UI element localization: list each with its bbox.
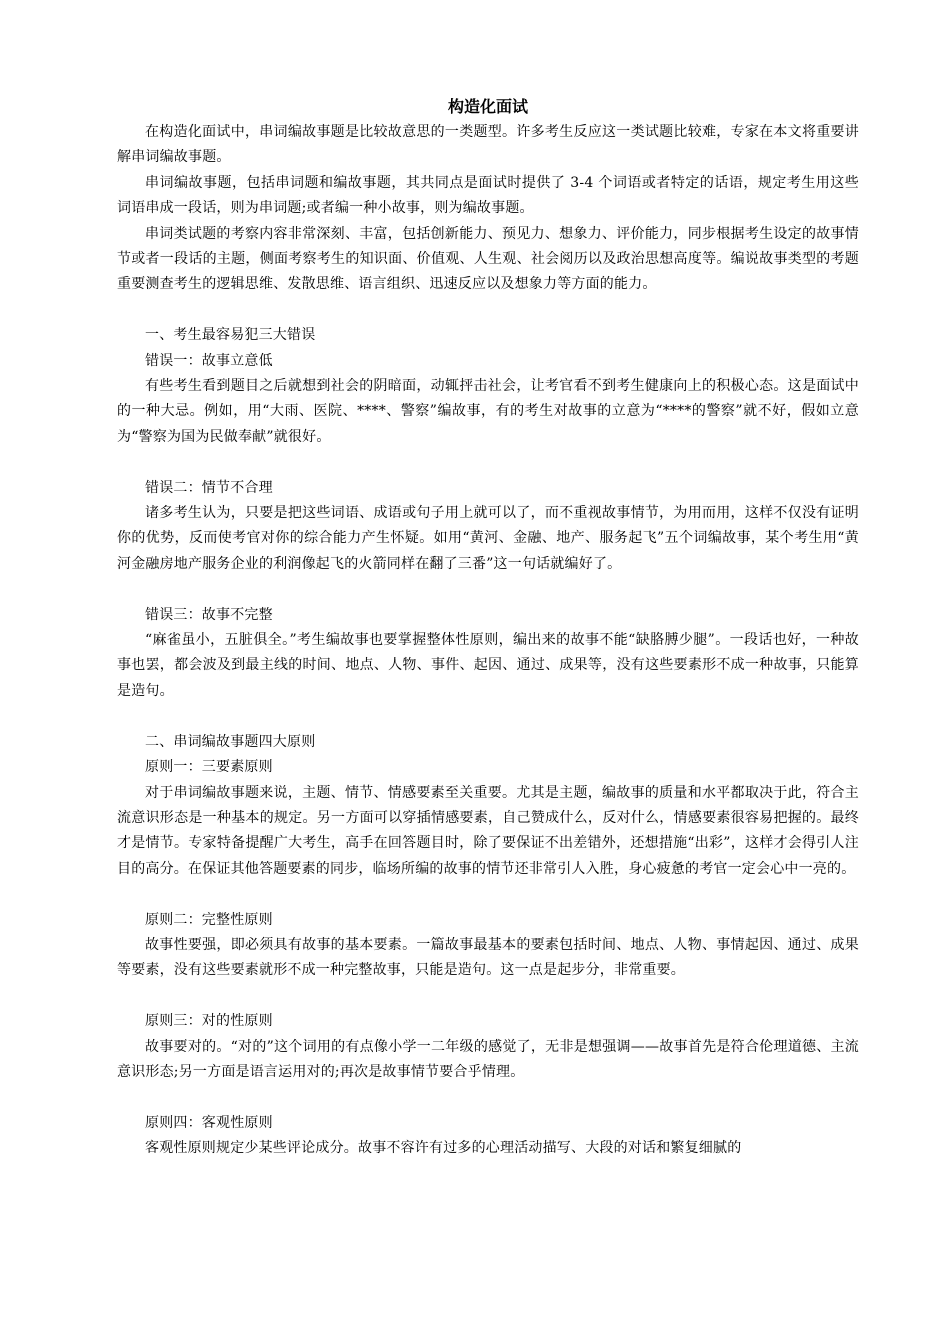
- paragraph: 一、考生最容易犯三大错误: [145, 327, 316, 344]
- paragraph: 有些考生看到题目之后就想到社会的阴暗面，动辄抨击社会，让考官看不到考生健康向上的积极心态。这是面试中的一种大忌。例如，用“大雨、医院、****、警察”编故事，有的考生对故事的立意为“****的警察”就不好，假如立意为“警察为国为民做奉献”就很好。: [117, 378, 859, 445]
- blank-line: [117, 984, 859, 1009]
- paragraph: 二、串词编故事题四大原则: [145, 733, 316, 750]
- blank-line: [117, 882, 859, 907]
- paragraph: 原则二：完整性原则: [145, 911, 273, 928]
- paragraph: 原则一：三要素原则: [145, 759, 273, 776]
- paragraph: 串词编故事题，包括串词题和编故事题，其共同点是面试时提供了 3-4 个词语或者特定的话语，规定考生用这些词语串成一段话，则为串词题;或者编一种小故事，则为编故事题。: [117, 174, 859, 217]
- paragraph: 错误一：故事立意低: [145, 352, 273, 369]
- paragraph: 串词类试题的考察内容非常深刻、丰富，包括创新能力、预见力、想象力、评价能力，同步根据考生设定的故事情节或者一段话的主题，侧面考察考生的知识面、价值观、人生观、社会阅历以及政治思想高度等。编说故事类型的考题重要测查考生的逻辑思维、发散思维、语言组织、迅速反应以及想象力等方面的能力。: [117, 225, 859, 293]
- document-body: [117, 94, 859, 1162]
- paragraph: 错误三：故事不完整: [145, 606, 273, 623]
- blank-line: [117, 1085, 859, 1110]
- blank-line: [117, 577, 859, 602]
- blank-line: [117, 704, 859, 729]
- paragraph: 客观性原则规定少某些评论成分。故事不容许有过多的心理活动描写、大段的对话和繁复细腻的: [145, 1140, 742, 1157]
- paragraph: 对于串词编故事题来说，主题、情节、情感要素至关重要。尤其是主题，编故事的质量和水平都取决于此，符合主流意识形态是一种基本的规定。另一方面可以穿插情感要素，自己赞成什么，反对什么，情感要素很容易把握的。最终才是情节。专家特备提醒广大考生，高手在回答题目时，除了要保证不出差错外，还想措施“出彩”，这样才会得引人注目的高分。在保证其他答题要素的同步，临场所编的故事的情节还非常引人入胜，身心疲惫的考官一定会心中一亮的。: [117, 784, 859, 877]
- paragraph: 错误二：情节不合理: [145, 479, 273, 496]
- paragraph: 故事性要强，即必须具有故事的基本要素。一篇故事最基本的要素包括时间、地点、人物、事情起因、通过、成果等要素，没有这些要素就形不成一种完整故事，只能是造句。这一点是起步分，非常重要。: [117, 936, 859, 979]
- paragraph: 故事要对的。“对的”这个词用的有点像小学一二年级的感觉了，无非是想强调——故事首先是符合伦理道德、主流意识形态;另一方面是语言运用对的;再次是故事情节要合乎情理。: [117, 1038, 859, 1080]
- blank-line: [117, 298, 859, 323]
- blank-line: [117, 450, 859, 475]
- paragraph: 诸多考生认为，只要是把这些词语、成语或句子用上就可以了，而不重视故事情节，为用而用，这样不仅没有证明你的优势，反而使考官对你的综合能力产生怀疑。如用“黄河、金融、地产、服务起飞”五个词编故事，某个考生用“黄河金融房地产服务企业的利润像起飞的火箭同样在翻了三番”这一句话就编好了。: [117, 505, 859, 572]
- paragraph-list: [117, 120, 859, 1162]
- paragraph: “麻雀虽小，五脏俱全。”考生编故事也要掌握整体性原则，编出来的故事不能“缺胳膊少腿”。一段话也好，一种故事也罢，都会波及到最主线的时间、地点、人物、事件、起因、通过、成果等，没有这些要素形不成一种故事，只能算是造句。: [117, 632, 859, 699]
- paragraph: 原则三：对的性原则: [145, 1013, 273, 1030]
- paragraph: 原则四：客观性原则: [145, 1114, 273, 1131]
- paragraph: 在构造化面试中，串词编故事题是比较故意思的一类题型。许多考生反应这一类试题比较难，专家在本文将重要讲解串词编故事题。: [117, 124, 859, 166]
- document-title: 构造化面试: [447, 97, 528, 116]
